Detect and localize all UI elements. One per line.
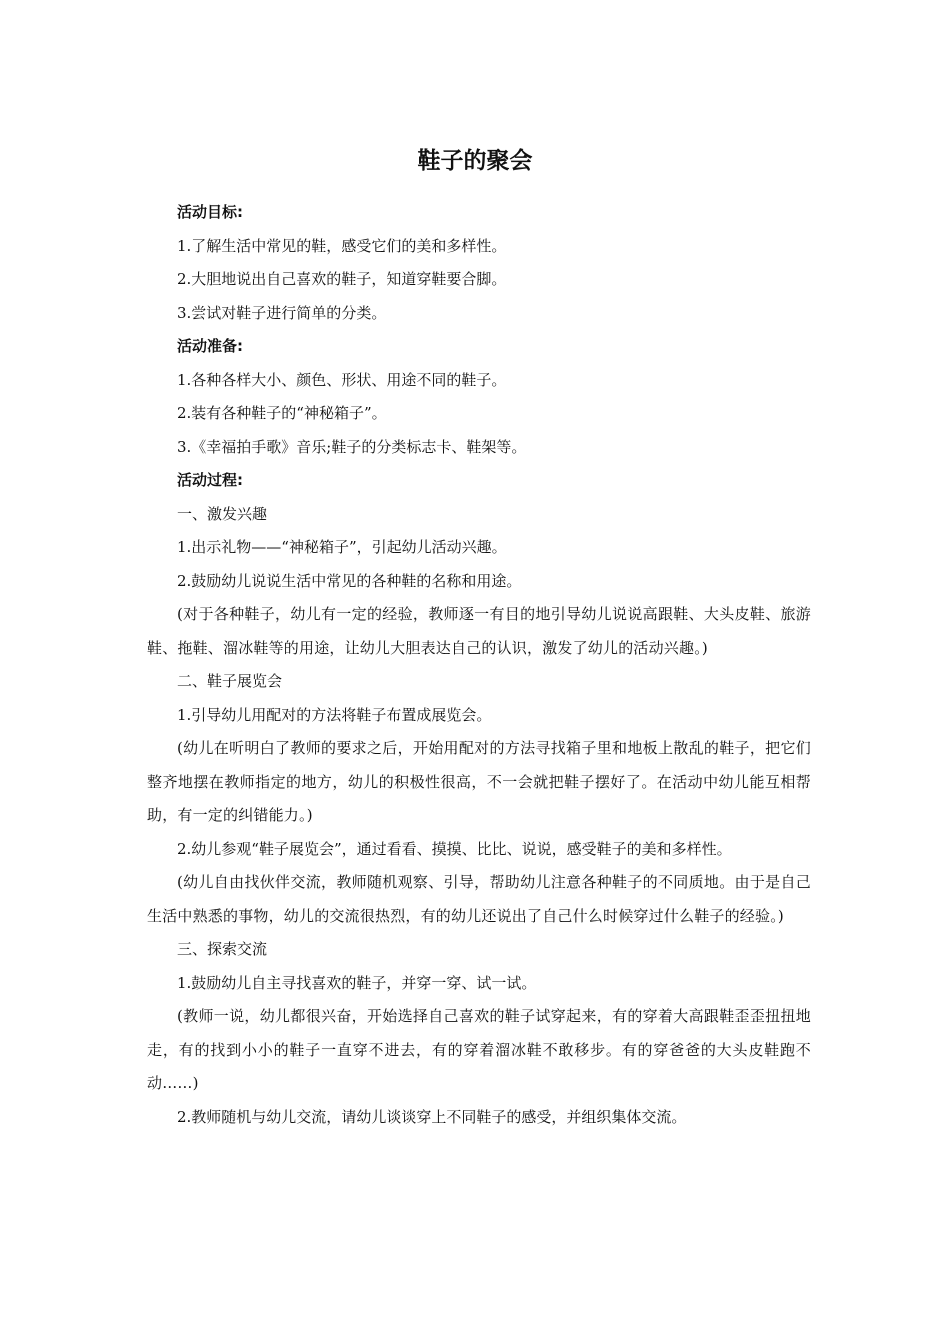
prep-item: 2.装有各种鞋子的“神秘箱子”。 bbox=[177, 404, 387, 422]
prep-item: 3.《幸福拍手歌》音乐;鞋子的分类标志卡、鞋架等。 bbox=[177, 437, 527, 456]
goal-item: 1.了解生活中常见的鞋，感受它们的美和多样性。 bbox=[177, 236, 507, 255]
process-item: 1.引导幼儿用配对的方法将鞋子布置成展览会。 bbox=[177, 705, 492, 724]
process-heading: 活动过程: bbox=[177, 471, 243, 489]
goals-heading: 活动目标: bbox=[177, 203, 243, 221]
process-item: 2.幼儿参观“鞋子展览会”，通过看看、摸摸、比比、说说，感受鞋子的美和多样性。 bbox=[177, 839, 732, 858]
process-note: (幼儿在听明白了教师的要求之后，开始用配对的方法寻找箱子里和地板上散乱的鞋子，把它们整齐地摆在教师指定的地方，幼儿的积极性很高，不一会就把鞋子摆好了。在活动中幼儿能互相帮助，有一定的纠错能力。) bbox=[147, 739, 811, 824]
document-body bbox=[147, 196, 811, 1134]
process-item: 1.鼓励幼儿自主寻找喜欢的鞋子，并穿一穿、试一试。 bbox=[177, 973, 537, 992]
page-title: 鞋子的聚会 bbox=[417, 148, 533, 174]
goal-item: 3.尝试对鞋子进行简单的分类。 bbox=[177, 303, 387, 322]
goal-item: 2.大胆地说出自己喜欢的鞋子，知道穿鞋要合脚。 bbox=[177, 270, 507, 288]
prep-heading: 活动准备: bbox=[177, 337, 243, 355]
section-title: 一、激发兴趣 bbox=[177, 504, 268, 523]
prep-item: 1.各种各样大小、颜色、形状、用途不同的鞋子。 bbox=[177, 370, 507, 389]
section-title: 二、鞋子展览会 bbox=[177, 672, 283, 690]
process-note: (幼儿自由找伙伴交流，教师随机观察、引导，帮助幼儿注意各种鞋子的不同质地。由于是自己生活中熟悉的事物，幼儿的交流很热烈，有的幼儿还说出了自己什么时候穿过什么鞋子的经验。) bbox=[147, 873, 811, 925]
process-note: (对于各种鞋子，幼儿有一定的经验，教师逐一有目的地引导幼儿说说高跟鞋、大头皮鞋、旅游鞋、拖鞋、溜冰鞋等的用途，让幼儿大胆表达自己的认识，激发了幼儿的活动兴趣。) bbox=[147, 605, 811, 657]
process-item: 2.鼓励幼儿说说生活中常见的各种鞋的名称和用途。 bbox=[177, 571, 522, 590]
process-item: 2.教师随机与幼儿交流，请幼儿谈谈穿上不同鞋子的感受，并组织集体交流。 bbox=[177, 1107, 687, 1126]
section-title: 三、探索交流 bbox=[177, 940, 268, 958]
process-item: 1.出示礼物——“神秘箱子”，引起幼儿活动兴趣。 bbox=[177, 538, 507, 556]
process-note: (教师一说，幼儿都很兴奋，开始选择自己喜欢的鞋子试穿起来，有的穿着大高跟鞋歪歪扭扭地走，有的找到小小的鞋子一直穿不进去，有的穿着溜冰鞋不敢移步。有的穿爸爸的大头皮鞋跑不动……) bbox=[147, 1007, 811, 1092]
